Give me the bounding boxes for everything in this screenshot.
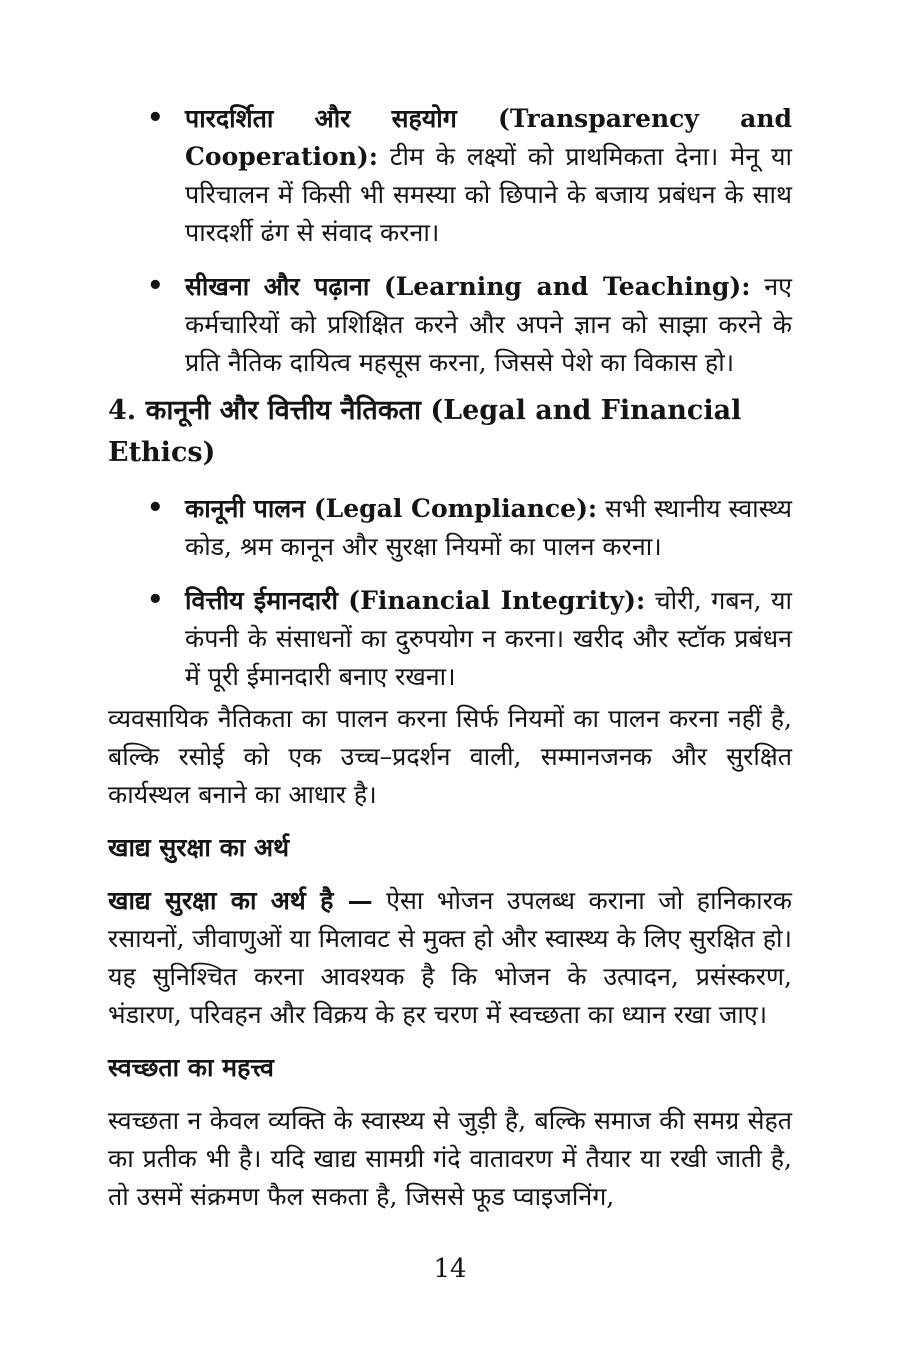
page-number: 14 bbox=[433, 1254, 467, 1284]
heading-hygiene-importance: स्वच्छता का महत्त्व bbox=[108, 1053, 274, 1082]
paragraph-lead: खाद्य सुरक्षा का अर्थ है — bbox=[108, 886, 373, 915]
ethics-closing-paragraph: व्यवसायिक नैतिकता का पालन करना सिर्फ नियमों का पालन करना नहीं है, बल्कि रसोई को एक उच्च–प्रदर्शन वाली, सम्मानजनक और सुरक्षित कार्यस्थल बनाने का आधार है। bbox=[108, 704, 792, 809]
ethics-bullet-list bbox=[108, 100, 792, 382]
list-item bbox=[147, 100, 792, 252]
bullet-text: चोरी, गबन, या कंपनी के संसाधनों का दुरुपयोग न करना। खरीद और स्टॉक प्रबंधन में पूरी ईमानदारी बनाए रखना। bbox=[185, 586, 792, 691]
bullet-icon: • bbox=[147, 585, 164, 615]
bullet-icon: • bbox=[147, 271, 164, 301]
page-content bbox=[108, 100, 792, 1230]
bullet-lead: वित्तीय ईमानदारी (Financial Integrity): bbox=[185, 586, 646, 615]
heading-food-safety-meaning: खाद्य सुरक्षा का अर्थ bbox=[108, 833, 290, 862]
bullet-text: नए कर्मचारियों को प्रशिक्षित करने और अपने ज्ञान को साझा करने के प्रति नैतिक दायित्व महसूस करना, जिससे पेशे का विकास हो। bbox=[185, 272, 792, 377]
hygiene-paragraph: स्वच्छता न केवल व्यक्ति के स्वास्थ्य से जुड़ी है, बल्कि समाज की समग्र सेहत का प्रतीक भी है। यदि खाद्य सामग्री गंदे वातावरण में तैयार या रखी जाती है, तो उसमें संक्रमण फैल सकता है, जिससे फूड प्वाइजनिंग, bbox=[108, 1106, 792, 1211]
section-heading-legal-financial-ethics: 4. कानूनी और वित्तीय नैतिकता (Legal and Financial Ethics) bbox=[108, 395, 742, 468]
bullet-lead: सीखना और पढ़ाना (Learning and Teaching): bbox=[185, 272, 751, 301]
list-item bbox=[147, 582, 792, 696]
list-item bbox=[147, 268, 792, 382]
bullet-text: सभी स्थानीय स्वास्थ्य कोड, श्रम कानून और सुरक्षा नियमों का पालन करना। bbox=[185, 494, 792, 561]
list-item bbox=[147, 490, 792, 566]
food-safety-paragraph bbox=[108, 882, 792, 1034]
bullet-icon: • bbox=[147, 103, 164, 133]
bullet-text: टीम के लक्ष्यों को प्राथमिकता देना। मेनू या परिचालन में किसी भी समस्या को छिपाने के बजाय प्रबंधन के साथ पारदर्शी ढंग से संवाद करना। bbox=[185, 142, 792, 247]
bullet-icon: • bbox=[147, 493, 164, 523]
bullet-lead: कानूनी पालन (Legal Compliance): bbox=[185, 494, 598, 523]
legal-bullet-list bbox=[108, 490, 792, 696]
paragraph-text: ऐसा भोजन उपलब्ध कराना जो हानिकारक रसायनों, जीवाणुओं या मिलावट से मुक्त हो और स्वास्थ्य के लिए सुरक्षित हो। यह सुनिश्चित करना आवश्यक है कि भोजन के उत्पादन, प्रसंस्करण, भंडारण, परिवहन और विक्रय के हर चरण में स्वच्छता का ध्यान रखा जाए। bbox=[108, 886, 792, 1029]
bullet-lead: पारदर्शिता और सहयोग (Transparency and Cooperation): bbox=[185, 104, 792, 171]
